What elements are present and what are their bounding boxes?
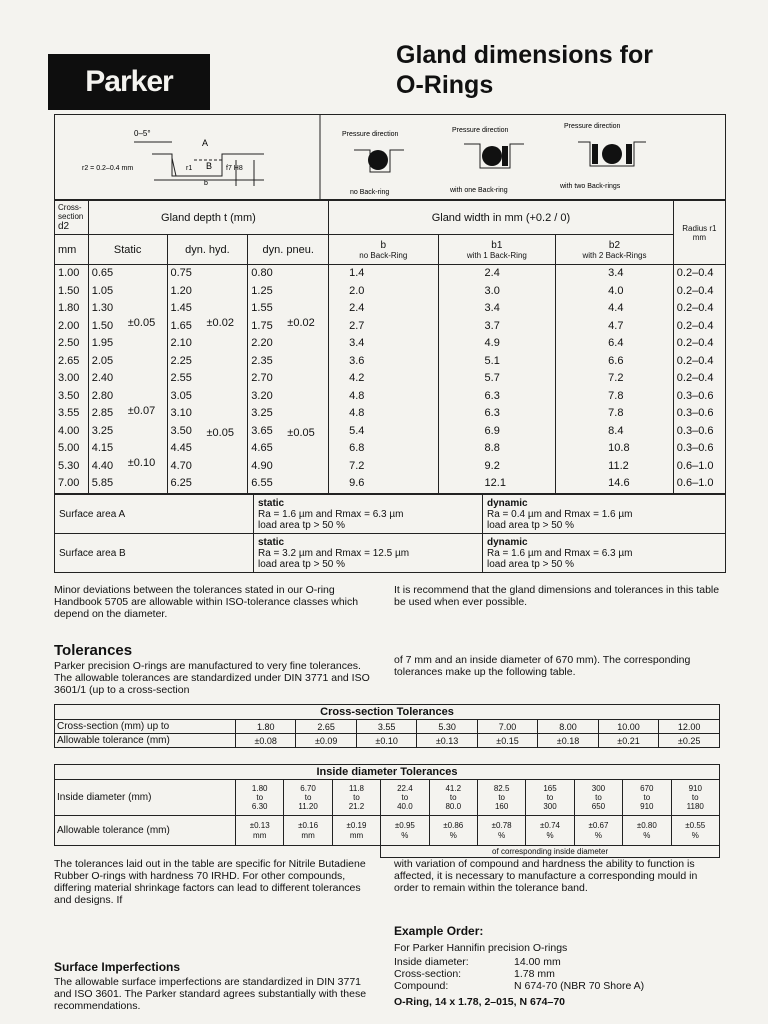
dynpneu-cell: 3.65 bbox=[251, 424, 273, 437]
cs-size-cell: 3.55 bbox=[356, 720, 416, 734]
b2-cell: 4.7 bbox=[608, 319, 624, 332]
b1-column bbox=[438, 265, 556, 494]
dyn-hyd-column: 0.75 1.20 1.45 1.65 2.10 2.25 2.55 3.05 3.10 3.50 4.45 4.70 6.25 ±0.02 ±0.05 bbox=[167, 265, 248, 494]
id-range-cell: 1.80 to 6.30 bbox=[236, 780, 284, 816]
cs-tol-cell: ±0.10 bbox=[356, 734, 416, 748]
b1-cell: 12.1 bbox=[484, 477, 506, 489]
d2-column bbox=[55, 265, 89, 494]
dynpneu-cell: 0.80 bbox=[251, 267, 273, 279]
cross-section-header: Cross-section d2 bbox=[55, 201, 89, 235]
dynpneu-cell: 6.55 bbox=[251, 477, 273, 489]
radius-cell: 0.3–0.6 bbox=[676, 442, 714, 454]
cs-tol-cell: ±0.21 bbox=[598, 734, 659, 748]
id-tol-cell: ±0.16 mm bbox=[284, 816, 332, 846]
cs-size-cell: 7.00 bbox=[477, 720, 537, 734]
svg-text:r1: r1 bbox=[186, 165, 193, 172]
dynhyd-cell: 4.70 bbox=[170, 459, 192, 472]
cs-size-cell: 5.30 bbox=[417, 720, 477, 734]
cs-tol-cell: ±0.09 bbox=[296, 734, 356, 748]
surface-b-dynamic: dynamic Ra = 1.6 µm and Rmax = 6.3 µm load area tp > 50 % bbox=[483, 534, 726, 573]
dynhyd-cell: 2.25 bbox=[170, 354, 192, 367]
dynhyd-cell: 1.20 bbox=[170, 284, 192, 297]
id-tol-cell: ±0.13 mm bbox=[236, 816, 284, 846]
surface-a-label: Surface area A bbox=[55, 495, 254, 534]
id-footnote: of corresponding inside diameter bbox=[381, 846, 720, 858]
cs-size-cell: 12.00 bbox=[659, 720, 720, 734]
static-cell: 4.40 bbox=[91, 459, 114, 472]
svg-text:f7 H8: f7 H8 bbox=[226, 165, 243, 172]
dynhyd-cell: 6.25 bbox=[170, 477, 192, 489]
dynpneu-cell: 1.75 bbox=[251, 319, 273, 332]
dyn-pneu-header: dyn. pneu. bbox=[248, 235, 329, 265]
b-cell: 1.4 bbox=[349, 267, 365, 279]
b1-header: b1 with 1 Back-Ring bbox=[438, 235, 556, 265]
b1-cell: 5.1 bbox=[484, 354, 500, 367]
cs-size-cell: 8.00 bbox=[538, 720, 598, 734]
svg-text:A: A bbox=[202, 138, 209, 148]
id-tol-cell: ±0.95 % bbox=[381, 816, 429, 846]
surface-table bbox=[54, 494, 726, 573]
dynpneu-cell: 3.25 bbox=[251, 407, 273, 419]
b1-cell: 5.7 bbox=[484, 372, 500, 384]
static-cell: 1.30 bbox=[91, 302, 114, 314]
id-tol-cell: ±0.86 % bbox=[429, 816, 477, 846]
dyn-hyd-header: dyn. hyd. bbox=[167, 235, 248, 265]
dynhyd-cell: 2.55 bbox=[170, 372, 192, 384]
static-cell: 2.40 bbox=[91, 372, 114, 384]
b1-cell: 2.4 bbox=[484, 267, 500, 279]
example-final: O-Ring, 14 x 1.78, 2–015, N 674–70 bbox=[394, 996, 566, 1008]
radius-cell: 0.2–0.4 bbox=[676, 337, 714, 349]
dynhyd-cell: 4.45 bbox=[170, 442, 192, 454]
id-range-cell: 41.2 to 80.0 bbox=[429, 780, 477, 816]
b2-cell: 4.4 bbox=[608, 302, 624, 314]
radius-cell: 0.2–0.4 bbox=[676, 267, 714, 279]
d2-cell: 7.00 bbox=[58, 477, 80, 489]
svg-text:no Back-ring: no Back-ring bbox=[350, 189, 390, 196]
id-range-cell: 670 to 910 bbox=[623, 780, 671, 816]
radius-cell: 0.2–0.4 bbox=[676, 302, 714, 314]
static-cell: 1.05 bbox=[91, 284, 114, 297]
b2-cell: 3.4 bbox=[608, 267, 624, 279]
dynpneu-cell: 1.25 bbox=[251, 284, 273, 297]
example-row: Inside diameter: 14.00 mm bbox=[394, 956, 561, 968]
tolerances-text-left: Parker precision O-rings are manufactured to very fine tolerances. The allowable tolerances are standardized under DIN 3771 and ISO 3601/1 (up to a cross-section bbox=[54, 660, 370, 696]
static-cell: 2.05 bbox=[91, 354, 114, 367]
cs-size-cell: 2.65 bbox=[296, 720, 356, 734]
b2-cell: 11.2 bbox=[608, 459, 629, 472]
cs-size-cell: 10.00 bbox=[598, 720, 659, 734]
static-cell: 1.95 bbox=[91, 337, 114, 349]
d2-cell: 3.55 bbox=[58, 407, 80, 419]
cs-tol-cell: ±0.08 bbox=[236, 734, 296, 748]
surface-a-static: static Ra = 1.6 µm and Rmax = 6.3 µm load area tp > 50 % bbox=[254, 495, 483, 534]
d2-cell: 1.50 bbox=[58, 284, 80, 297]
parker-logo: Parker bbox=[48, 54, 210, 110]
d2-cell: 5.30 bbox=[58, 459, 80, 472]
b-cell: 5.4 bbox=[349, 424, 365, 437]
svg-text:with two Back-rings: with two Back-rings bbox=[560, 183, 621, 190]
dynhyd-cell: 2.10 bbox=[170, 337, 192, 349]
cs-row1-label: Cross-section (mm) up to bbox=[55, 720, 236, 734]
b-cell: 3.6 bbox=[349, 354, 365, 367]
dynpneu-cell: 3.20 bbox=[251, 389, 273, 402]
example-rows bbox=[394, 956, 644, 992]
cs-size-cell: 1.80 bbox=[236, 720, 296, 734]
dynhyd-cell: 3.50 bbox=[170, 424, 192, 437]
d2-cell: 3.00 bbox=[58, 372, 80, 384]
surface-imperfections-text: The allowable surface imperfections are standardized in DIN 3771 and ISO 3601. The Parker standard agrees substantially with these recommendations. bbox=[54, 976, 367, 1012]
b-cell: 2.0 bbox=[349, 284, 365, 297]
svg-text:with one Back-ring: with one Back-ring bbox=[450, 187, 508, 194]
mm-header: mm bbox=[55, 235, 89, 265]
b2-cell: 6.4 bbox=[608, 337, 624, 349]
b-cell: 4.8 bbox=[349, 389, 365, 402]
svg-text:r2 = 0.2–0.4 mm: r2 = 0.2–0.4 mm bbox=[82, 165, 134, 172]
b-header: b no Back-Ring bbox=[329, 235, 438, 265]
dynpneu-cell: 4.65 bbox=[251, 442, 273, 454]
id-tol-cell: ±0.80 % bbox=[623, 816, 671, 846]
dyn-pneu-column: 0.80 1.25 1.55 1.75 2.20 2.35 2.70 3.20 3.25 3.65 4.65 4.90 6.55 ±0.02 ±0.05 bbox=[248, 265, 329, 494]
svg-text:0–5°: 0–5° bbox=[134, 129, 151, 138]
b-column bbox=[329, 265, 438, 494]
d2-cell: 1.00 bbox=[58, 267, 80, 279]
id-tol-cell: ±0.78 % bbox=[477, 816, 525, 846]
id-range-cell: 11.8 to 21.2 bbox=[332, 780, 380, 816]
static-cell: 2.85 bbox=[91, 407, 114, 419]
example-row: Compound: N 674-70 (NBR 70 Shore A) bbox=[394, 980, 645, 992]
radius-cell: 0.2–0.4 bbox=[676, 354, 714, 367]
static-column: 0.65 1.05 1.30 1.50 1.95 2.05 2.40 2.80 2.85 3.25 4.15 4.40 5.85 ±0.05 ±0.07 ±0.10 bbox=[88, 265, 167, 494]
d2-cell: 4.00 bbox=[58, 424, 80, 437]
radius-cell: 0.3–0.6 bbox=[676, 424, 714, 437]
b2-cell: 4.0 bbox=[608, 284, 624, 297]
id-range-cell: 6.70 to 11.20 bbox=[284, 780, 332, 816]
id-tol-cell: ±0.55 % bbox=[671, 816, 719, 846]
b1-cell: 3.7 bbox=[484, 319, 500, 332]
radius-cell: 0.2–0.4 bbox=[676, 319, 714, 332]
radius-cell: 0.3–0.6 bbox=[676, 407, 714, 419]
d2-cell: 3.50 bbox=[58, 389, 80, 402]
cs-tol-cell: ±0.25 bbox=[659, 734, 720, 748]
dynhyd-cell: 1.45 bbox=[170, 302, 192, 314]
b1-cell: 6.9 bbox=[484, 424, 500, 437]
b-cell: 7.2 bbox=[349, 459, 365, 472]
b2-cell: 7.8 bbox=[608, 389, 624, 402]
b2-cell: 10.8 bbox=[608, 442, 630, 454]
note-left: Minor deviations between the tolerances stated in our O-ring Handbook 5705 are allowable within ISO-tolerance classes which depend on the diameter. bbox=[54, 584, 359, 620]
b-cell: 4.2 bbox=[349, 372, 365, 384]
b-cell: 2.7 bbox=[349, 319, 365, 332]
tolerances-heading: Tolerances bbox=[54, 642, 133, 659]
surface-b-label: Surface area B bbox=[55, 534, 254, 573]
b1-cell: 8.8 bbox=[484, 442, 500, 454]
surface-imperfections-heading: Surface Imperfections bbox=[54, 960, 181, 974]
b-cell: 6.8 bbox=[349, 442, 365, 454]
b1-cell: 3.4 bbox=[484, 302, 500, 314]
id-range-cell: 910 to 1180 bbox=[671, 780, 719, 816]
groove-no-backring bbox=[342, 131, 404, 196]
radius-cell: 0.6–1.0 bbox=[676, 459, 714, 472]
d2-cell: 1.80 bbox=[58, 302, 80, 314]
example-heading: Example Order: bbox=[394, 924, 484, 938]
dynpneu-cell: 4.90 bbox=[251, 459, 273, 472]
spec-right: with variation of compound and hardness the ability to function is affected, it is necessary to manufacture a corresponding mould in order to remain within the tolerance band. bbox=[394, 858, 698, 894]
example-row: Cross-section: 1.78 mm bbox=[394, 968, 555, 980]
b-cell: 2.4 bbox=[349, 302, 365, 314]
static-cell: 0.65 bbox=[91, 267, 114, 279]
d2-cell: 2.00 bbox=[58, 319, 80, 332]
id-range-cell: 82.5 to 160 bbox=[477, 780, 525, 816]
id-tol-cell: ±0.67 % bbox=[574, 816, 622, 846]
b1-cell: 3.0 bbox=[484, 284, 500, 297]
id-range-cell: 300 to 650 bbox=[574, 780, 622, 816]
id-row1-label: Inside diameter (mm) bbox=[55, 780, 236, 816]
cs-table-title: Cross-section Tolerances bbox=[55, 705, 720, 720]
radius-cell: 0.3–0.6 bbox=[676, 389, 714, 402]
cross-section-tolerance-table bbox=[54, 704, 720, 748]
dynhyd-cell: 3.05 bbox=[170, 389, 192, 402]
b2-cell: 7.8 bbox=[608, 407, 624, 419]
radius-cell: 0.2–0.4 bbox=[676, 372, 714, 384]
b1-cell: 6.3 bbox=[484, 407, 500, 419]
groove-one-backring bbox=[449, 127, 524, 194]
spec-left: The tolerances laid out in the table are specific for Nitrile Butadiene Rubber O-rings with hardness 70 IRHD. For other compounds, differing material shrinkage factors can lead to different tolerances and designs. If bbox=[54, 858, 366, 906]
b-cell: 3.4 bbox=[349, 337, 365, 349]
radius-column bbox=[673, 265, 725, 494]
gland-depth-header: Gland depth t (mm) bbox=[88, 201, 328, 235]
radius-cell: 0.6–1.0 bbox=[676, 477, 714, 489]
static-cell: 5.85 bbox=[91, 477, 114, 489]
gland-width-header: Gland width in mm (+0.2 / 0) bbox=[329, 201, 674, 235]
static-header: Static bbox=[88, 235, 167, 265]
b1-cell: 6.3 bbox=[484, 389, 500, 402]
dynpneu-cell: 2.70 bbox=[251, 372, 273, 384]
b2-cell: 14.6 bbox=[608, 477, 630, 489]
b2-cell: 6.6 bbox=[608, 354, 624, 367]
svg-text:B: B bbox=[206, 161, 213, 171]
svg-text:Pressure direction: Pressure direction bbox=[342, 131, 399, 138]
dynhyd-cell: 0.75 bbox=[170, 267, 192, 279]
inside-diameter-tolerance-table bbox=[54, 764, 720, 858]
svg-text:Pressure direction: Pressure direction bbox=[564, 123, 621, 130]
gland-diagram bbox=[54, 114, 726, 200]
static-cell: 1.50 bbox=[91, 319, 114, 332]
radius-header: Radius r1 mm bbox=[673, 201, 725, 265]
d2-cell: 5.00 bbox=[58, 442, 80, 454]
dynhyd-cell: 3.10 bbox=[170, 407, 192, 419]
cs-row2-label: Allowable tolerance (mm) bbox=[55, 734, 236, 748]
d2-cell: 2.50 bbox=[58, 337, 80, 349]
dynpneu-cell: 2.20 bbox=[251, 337, 273, 349]
tolerances-text-right: of 7 mm and an inside diameter of 670 mm). The corresponding tolerances make up the following table. bbox=[394, 654, 691, 678]
surface-a-dynamic: dynamic Ra = 0.4 µm and Rmax = 1.6 µm load area tp > 50 % bbox=[483, 495, 726, 534]
b-cell: 9.6 bbox=[349, 477, 365, 489]
id-table-title: Inside diameter Tolerances bbox=[55, 765, 720, 780]
static-cell: 3.25 bbox=[91, 424, 114, 437]
d2-cell: 2.65 bbox=[58, 354, 80, 367]
radius-cell: 0.2–0.4 bbox=[676, 284, 714, 297]
gland-dimensions-table bbox=[54, 200, 726, 494]
svg-text:b: b bbox=[204, 180, 208, 187]
dynpneu-cell: 1.55 bbox=[251, 302, 273, 314]
static-cell: 4.15 bbox=[91, 442, 114, 454]
b2-column bbox=[556, 265, 674, 494]
b1-cell: 4.9 bbox=[484, 337, 500, 349]
b2-header: b2 with 2 Back-Rings bbox=[556, 235, 674, 265]
cs-tol-cell: ±0.18 bbox=[538, 734, 598, 748]
svg-text:Pressure direction: Pressure direction bbox=[452, 127, 509, 134]
cs-tol-cell: ±0.15 bbox=[477, 734, 537, 748]
b-cell: 4.8 bbox=[349, 407, 365, 419]
note-right: It is recommend that the gland dimensions and tolerances in this table be used when ever possible. bbox=[394, 584, 720, 608]
b2-cell: 7.2 bbox=[608, 372, 624, 384]
id-range-cell: 22.4 to 40.0 bbox=[381, 780, 429, 816]
b1-cell: 9.2 bbox=[484, 459, 500, 472]
groove-two-backrings bbox=[559, 123, 646, 190]
id-row2-label: Allowable tolerance (mm) bbox=[55, 816, 236, 846]
b2-cell: 8.4 bbox=[608, 424, 624, 437]
page-title: Gland dimensions for O-Rings bbox=[396, 41, 653, 99]
id-tol-cell: ±0.74 % bbox=[526, 816, 574, 846]
dynpneu-cell: 2.35 bbox=[251, 354, 273, 367]
cs-tol-cell: ±0.13 bbox=[417, 734, 477, 748]
id-tol-cell: ±0.19 mm bbox=[332, 816, 380, 846]
static-cell: 2.80 bbox=[91, 389, 114, 402]
dynhyd-cell: 1.65 bbox=[170, 319, 192, 332]
example-intro: For Parker Hannifin precision O-rings bbox=[394, 942, 568, 954]
surface-b-static: static Ra = 3.2 µm and Rmax = 12.5 µm load area tp > 50 % bbox=[254, 534, 483, 573]
id-range-cell: 165 to 300 bbox=[526, 780, 574, 816]
